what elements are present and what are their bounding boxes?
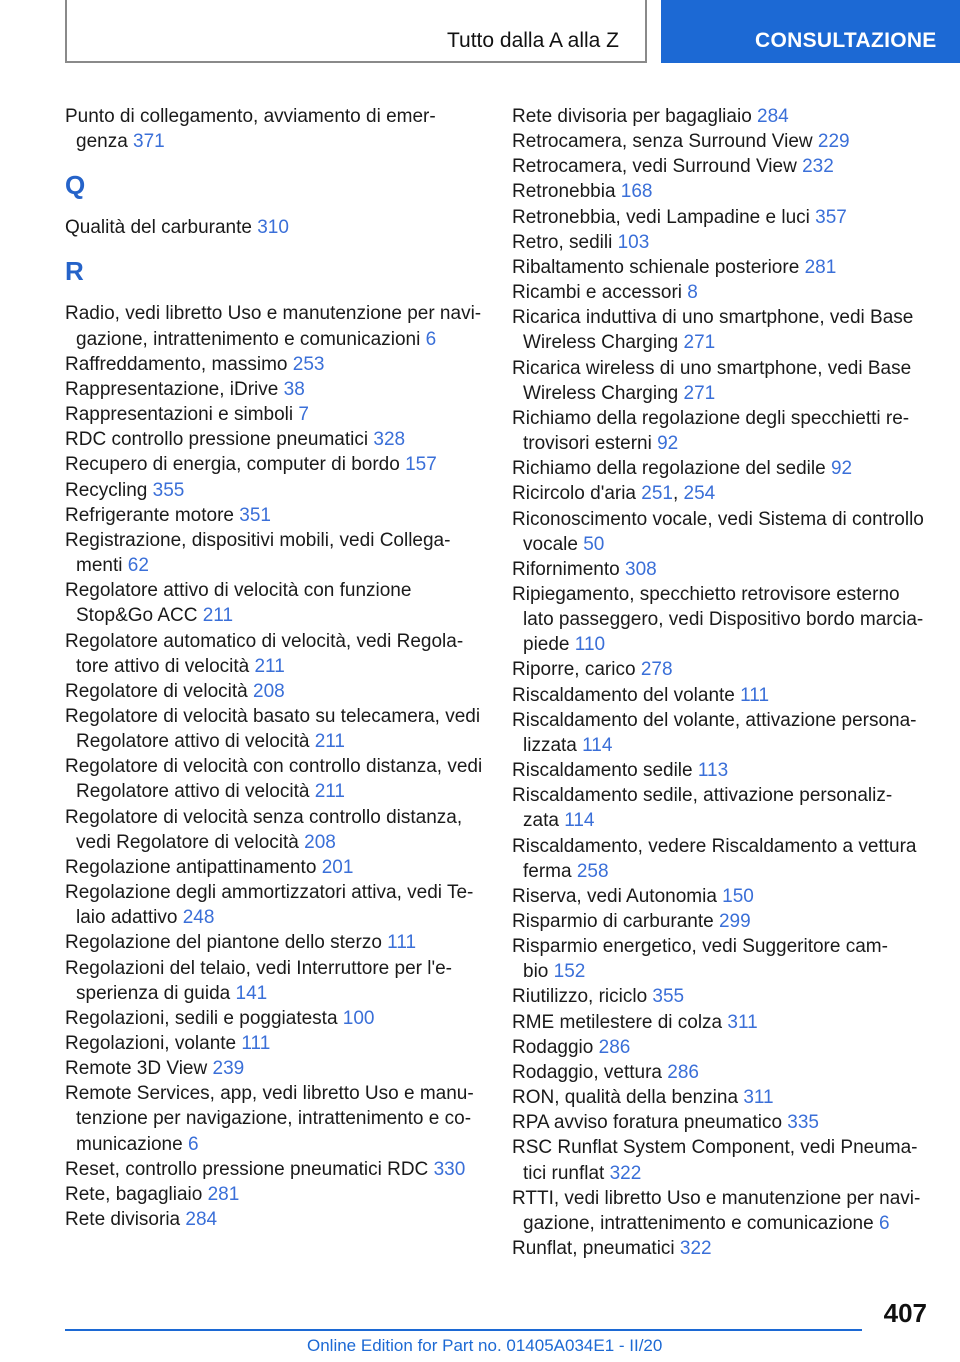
index-entry-text: RTTI, vedi libretto Uso e manutenzione per navi- <box>512 1187 921 1209</box>
index-entry <box>65 880 483 930</box>
page-reference-link[interactable]: 251 <box>641 483 673 505</box>
header-section-title: Tutto dalla A alla Z <box>447 29 619 52</box>
index-entry <box>65 1031 483 1056</box>
page-reference-link[interactable]: 335 <box>787 1112 819 1134</box>
index-entry-text: lizzata <box>523 734 583 756</box>
index-entry <box>512 179 942 204</box>
index-entry <box>512 1110 942 1135</box>
page-reference-link[interactable]: 92 <box>830 458 853 480</box>
index-entry-text: Regolazione degli ammortizzatori attiva, vedi Te- <box>65 882 474 904</box>
index-entry-text: Retronebbia <box>512 181 621 203</box>
index-entry <box>512 104 942 129</box>
page-reference-link[interactable]: 150 <box>722 885 754 907</box>
index-entry <box>65 352 483 377</box>
index-entry <box>65 930 483 955</box>
page-reference-link[interactable]: 50 <box>583 533 605 555</box>
index-entry <box>65 1182 483 1207</box>
page-reference-link[interactable]: 211 <box>314 781 345 803</box>
index-entry <box>65 528 483 578</box>
page-reference-link[interactable]: 286 <box>598 1036 631 1058</box>
index-entry-text: Ricircolo d'aria <box>512 483 642 505</box>
index-entry-text: Rappresentazione, iDrive <box>65 378 284 400</box>
index-entry-text: Riconoscimento vocale, vedi Sistema di controllo <box>512 508 924 530</box>
index-entry-text: Retronebbia, vedi Lampadine e luci <box>512 206 816 228</box>
index-letter-heading: Q <box>65 170 86 201</box>
index-entry <box>512 984 942 1009</box>
page-reference-link[interactable]: 201 <box>321 856 354 878</box>
index-entry <box>512 1085 942 1110</box>
page-reference-link[interactable]: 253 <box>292 353 325 375</box>
index-entry <box>512 909 942 934</box>
page-reference-link[interactable]: 110 <box>574 634 606 656</box>
page-reference-link[interactable]: 208 <box>304 831 336 853</box>
index-entry <box>512 406 942 456</box>
index-entry <box>512 557 942 582</box>
page-reference-link[interactable]: 355 <box>652 986 685 1008</box>
index-entry <box>512 708 942 758</box>
index-entry-text: Ricambi e accessori <box>512 282 688 304</box>
index-entry-text: Regolazione del piantone dello sterzo <box>65 932 388 954</box>
index-entry-text: sperienza di guida <box>76 982 236 1004</box>
index-entry <box>512 507 942 557</box>
index-column-right <box>512 104 942 1261</box>
index-entry-text: Risparmio di carburante <box>512 911 719 932</box>
page-reference-link[interactable]: 311 <box>727 1011 758 1033</box>
page-reference-link[interactable]: 114 <box>564 810 595 832</box>
index-entry-text: piede <box>523 634 575 656</box>
index-entry <box>512 783 942 833</box>
index-entry <box>512 683 942 708</box>
page-reference-link[interactable]: 284 <box>185 1209 218 1231</box>
page-reference-link[interactable]: 286 <box>667 1061 699 1083</box>
index-entry <box>65 503 483 528</box>
index-entry-text: trovisori esterni <box>523 433 658 455</box>
index-entry <box>512 129 942 154</box>
index-entry-text: municazione <box>76 1133 188 1155</box>
page-reference-link[interactable]: 310 <box>257 217 289 239</box>
index-entry-text: Regolazioni, sedili e poggiatesta <box>65 1007 343 1029</box>
index-entry <box>512 280 942 305</box>
index-entry <box>512 356 942 406</box>
index-entry-text: gazione, intrattenimento e comunicazione <box>523 1212 879 1234</box>
index-entry-text: Remote 3D View <box>65 1058 213 1080</box>
index-entry-text: Regolatore di velocità <box>65 680 253 702</box>
index-entry-text: lato passeggero, vedi Dispositivo bordo marcia- <box>523 609 924 631</box>
page-reference-link[interactable]: 229 <box>817 131 850 153</box>
index-entry-text: RME metilestere di colza <box>512 1011 728 1033</box>
index-entry-text: Regolatore attivo di velocità <box>76 781 315 803</box>
index-entry <box>65 427 483 452</box>
page-reference-link[interactable]: 113 <box>697 760 729 782</box>
page-reference-link[interactable]: 157 <box>405 454 437 476</box>
index-entry-text: bio <box>523 961 554 983</box>
index-entry-text: Richiamo della regolazione del sedile <box>512 458 831 480</box>
page-reference-link[interactable]: 308 <box>625 558 657 580</box>
index-entry <box>512 834 942 884</box>
page-reference-link[interactable]: 258 <box>576 860 609 882</box>
index-entry <box>512 1236 942 1261</box>
page-reference-link[interactable]: 114 <box>582 734 613 756</box>
index-entry-text: menti <box>76 555 128 577</box>
index-entry <box>512 255 942 280</box>
index-entry <box>512 1010 942 1035</box>
page-reference-link[interactable]: 211 <box>254 655 285 677</box>
index-entry-text: Riscaldamento del volante, attivazione persona- <box>512 709 917 731</box>
page-reference-link[interactable]: 100 <box>342 1007 375 1029</box>
index-entry-text: Rifornimento <box>512 558 625 580</box>
index-entry-text: Ribaltamento schienale posteriore <box>512 256 805 278</box>
index-entry <box>512 154 942 179</box>
index-entry <box>65 805 483 855</box>
index-entry-text: Riscaldamento sedile, attivazione personaliz- <box>512 785 893 807</box>
page-reference-link[interactable]: 152 <box>553 961 586 983</box>
index-entry-text: Radio, vedi libretto Uso e manutenzione per navi- <box>65 303 482 325</box>
index-entry-text: Rodaggio, vettura <box>512 1061 668 1083</box>
index-entry <box>65 452 483 477</box>
index-entry-text: laio adattivo <box>76 907 183 929</box>
index-entry-text: Regolazione antipattinamento <box>65 856 322 878</box>
page-reference-link[interactable]: 211 <box>314 731 345 753</box>
index-entry-text: Regolazioni del telaio, vedi Interruttore per l'e- <box>65 957 453 979</box>
index-entry <box>512 1135 942 1185</box>
page-reference-link[interactable]: 103 <box>617 231 650 253</box>
index-entry <box>65 301 483 351</box>
index-entry <box>512 205 942 230</box>
index-entry-text: ferma <box>523 860 577 882</box>
index-entry: Ricircolo d'aria 251, 254 <box>512 483 716 505</box>
page-reference-link[interactable]: 239 <box>212 1058 245 1080</box>
index-entry-text: Regolatore di velocità basato su telecamera, vedi <box>65 705 481 727</box>
index-entry-text: Reset, controllo pressione pneumatici RDC <box>65 1158 434 1180</box>
index-entry <box>512 934 942 984</box>
header-chapter-tab[interactable] <box>661 0 960 63</box>
index-entry-text: Regolatore automatico di velocità, vedi Regola- <box>65 630 464 652</box>
index-entry-text: Riserva, vedi Autonomia <box>512 885 723 907</box>
page-reference-link[interactable]: 254 <box>683 483 716 505</box>
index-entry <box>65 679 483 704</box>
page-reference-link[interactable]: 299 <box>718 911 751 932</box>
index-entry <box>65 704 483 754</box>
index-entry-text: RON, qualità della benzina <box>512 1087 744 1109</box>
page-reference-link[interactable]: 278 <box>640 659 673 681</box>
page-reference-link[interactable]: 322 <box>679 1238 712 1260</box>
index-entry-text: tore attivo di velocità <box>76 655 255 677</box>
index-entry-text: vedi Regolatore di velocità <box>76 831 305 853</box>
page-reference-link[interactable]: 208 <box>253 680 285 702</box>
index-entry <box>65 1006 483 1031</box>
page-reference-link[interactable]: 111 <box>740 684 770 706</box>
index-entry-text: Runflat, pneumatici <box>512 1238 680 1260</box>
index-entry-text: genza <box>76 131 134 153</box>
index-entry <box>65 1056 483 1081</box>
index-entry <box>65 402 483 427</box>
page-reference-link[interactable]: 371 <box>133 131 165 153</box>
page-reference-link[interactable]: 211 <box>202 605 234 627</box>
index-entry-text: Rodaggio <box>512 1036 599 1058</box>
header-section-box <box>65 0 647 63</box>
index-entry <box>512 657 942 682</box>
page-number: 407 <box>883 1298 927 1328</box>
index-entry-text: Risparmio energetico, vedi Suggeritore cam- <box>512 936 888 958</box>
index-entry-text: Registrazione, dispositivi mobili, vedi Collega- <box>65 529 451 551</box>
index-entry-text: Riutilizzo, riciclo <box>512 986 653 1008</box>
index-entry <box>512 305 942 355</box>
footer-divider <box>65 1329 862 1331</box>
index-entry <box>65 578 483 628</box>
index-entry-text: vocale <box>523 533 584 555</box>
page-reference-link[interactable]: 111 <box>241 1033 271 1054</box>
index-entry-text: Regolatore attivo di velocità con funzione <box>65 580 412 602</box>
page-reference-link[interactable]: 111 <box>387 932 417 954</box>
index-entry <box>512 884 942 909</box>
page-reference-link[interactable]: 281 <box>207 1183 240 1205</box>
index-entry-text: gazione, intrattenimento e comunicazioni <box>76 328 426 350</box>
page-reference-link[interactable]: 357 <box>815 206 847 228</box>
index-entry <box>512 1060 942 1085</box>
index-entry-text: Wireless Charging <box>523 382 684 404</box>
page-reference-link[interactable]: 6 <box>187 1133 199 1155</box>
index-column-left <box>65 104 483 1232</box>
index-entry-text: Recycling <box>65 479 153 501</box>
index-entry <box>512 582 942 657</box>
index-entry-text: Qualità del carburante <box>65 217 258 239</box>
index-entry <box>65 629 483 679</box>
index-entry-text: Regolatore di velocità con controllo distanza, vedi <box>65 756 483 778</box>
index-entry-text: Refrigerante motore <box>65 504 240 526</box>
index-entry-text: Regolatore di velocità senza controllo distanza, <box>65 806 463 828</box>
page-reference-link[interactable]: 355 <box>152 479 185 501</box>
index-entry-text: tenzione per navigazione, intrattenimento e co- <box>76 1108 472 1130</box>
index-entry <box>65 377 483 402</box>
index-entry-text: Rete divisoria <box>65 1209 186 1231</box>
index-entry-text: Remote Services, app, vedi libretto Uso e manu- <box>65 1083 474 1105</box>
index-entry-text: RSC Runflat System Component, vedi Pneuma- <box>512 1137 918 1159</box>
index-letter-heading: R <box>65 256 84 287</box>
index-entry <box>512 758 942 783</box>
page-reference-link[interactable]: 281 <box>804 256 837 278</box>
page-reference-link[interactable]: 322 <box>609 1162 642 1184</box>
page-reference-link[interactable]: 6 <box>878 1212 890 1234</box>
index-entry-text: Rete, bagagliaio <box>65 1183 208 1205</box>
page-reference-link[interactable]: 92 <box>657 433 679 455</box>
page-reference-link[interactable]: 6 <box>425 328 437 350</box>
index-entry-text: RPA avviso foratura pneumatico <box>512 1112 788 1134</box>
index-entry-text: Wireless Charging <box>523 332 684 354</box>
page-reference-link[interactable]: 7 <box>298 404 309 426</box>
header-chapter-label: CONSULTAZIONE <box>755 29 937 52</box>
index-entry-text: Raffreddamento, massimo <box>65 353 293 375</box>
page-reference-link[interactable]: 284 <box>757 106 789 127</box>
index-entry-text: Rete divisoria per bagagliaio <box>512 106 758 127</box>
index-entry <box>65 956 483 1006</box>
page-reference-link[interactable]: 168 <box>620 181 653 203</box>
page-reference-link[interactable]: 38 <box>283 378 305 400</box>
index-entry <box>512 230 942 255</box>
page-reference-link[interactable]: 141 <box>235 982 268 1004</box>
index-entry <box>65 478 483 503</box>
index-entry <box>512 456 942 481</box>
page-reference-link[interactable]: 248 <box>182 907 215 929</box>
index-entry-text: Richiamo della regolazione degli specchietti re- <box>512 407 910 429</box>
page-reference-link[interactable]: 311 <box>743 1087 774 1109</box>
index-entry-text: Retrocamera, senza Surround View <box>512 131 818 153</box>
index-entry <box>65 1207 483 1232</box>
index-entry-text: Retrocamera, vedi Surround View <box>512 156 803 178</box>
index-entry-text: Ripiegamento, specchietto retrovisore esterno <box>512 583 900 605</box>
index-entry-text: Punto di collegamento, avviamento di emer- <box>65 106 436 127</box>
page-reference-link[interactable]: 8 <box>687 282 698 304</box>
index-entry <box>512 1186 942 1236</box>
footer-edition: Online Edition for Part no. 01405A034E1 - II/20 <box>307 1336 663 1355</box>
page-reference-link[interactable]: 351 <box>239 504 271 526</box>
page-reference-link[interactable]: 271 <box>683 332 716 354</box>
index-entry-text: Riscaldamento, vedere Riscaldamento a vettura <box>512 835 917 857</box>
page-reference-link[interactable]: 328 <box>373 429 406 451</box>
index-entry-text: RDC controllo pressione pneumatici <box>65 429 374 451</box>
index-entry <box>65 1157 483 1182</box>
index-entry-text: Retro, sedili <box>512 231 618 253</box>
index-entry-text: Stop&Go ACC <box>76 605 203 627</box>
index-entry <box>65 104 483 154</box>
index-entry-text: Riscaldamento sedile <box>512 760 698 782</box>
index-entry <box>65 855 483 880</box>
index-entry-text: tici runflat <box>523 1162 610 1184</box>
index-entry-text: Ricarica wireless di uno smartphone, vedi Base <box>512 357 912 379</box>
index-entry-text: Rappresentazioni e simboli <box>65 404 299 426</box>
index-entry-text: Riporre, carico <box>512 659 641 681</box>
index-entry-text: Ricarica induttiva di uno smartphone, vedi Base <box>512 307 914 329</box>
page-reference-link[interactable]: 62 <box>127 555 149 577</box>
index-entry-text: zata <box>523 810 565 832</box>
index-entry <box>65 215 483 240</box>
page-reference-link[interactable]: 232 <box>802 156 834 178</box>
index-entry-text: Recupero di energia, computer di bordo <box>65 454 406 476</box>
page-reference-link[interactable]: 330 <box>433 1158 466 1180</box>
index-entry-text: Regolatore attivo di velocità <box>76 731 315 753</box>
index-entry <box>65 1081 483 1156</box>
page-reference-link[interactable]: 271 <box>683 382 716 404</box>
index-entry <box>512 1035 942 1060</box>
index-entry <box>65 754 483 804</box>
index-entry-text: Riscaldamento del volante <box>512 684 741 706</box>
index-entry-text: Regolazioni, volante <box>65 1033 242 1054</box>
